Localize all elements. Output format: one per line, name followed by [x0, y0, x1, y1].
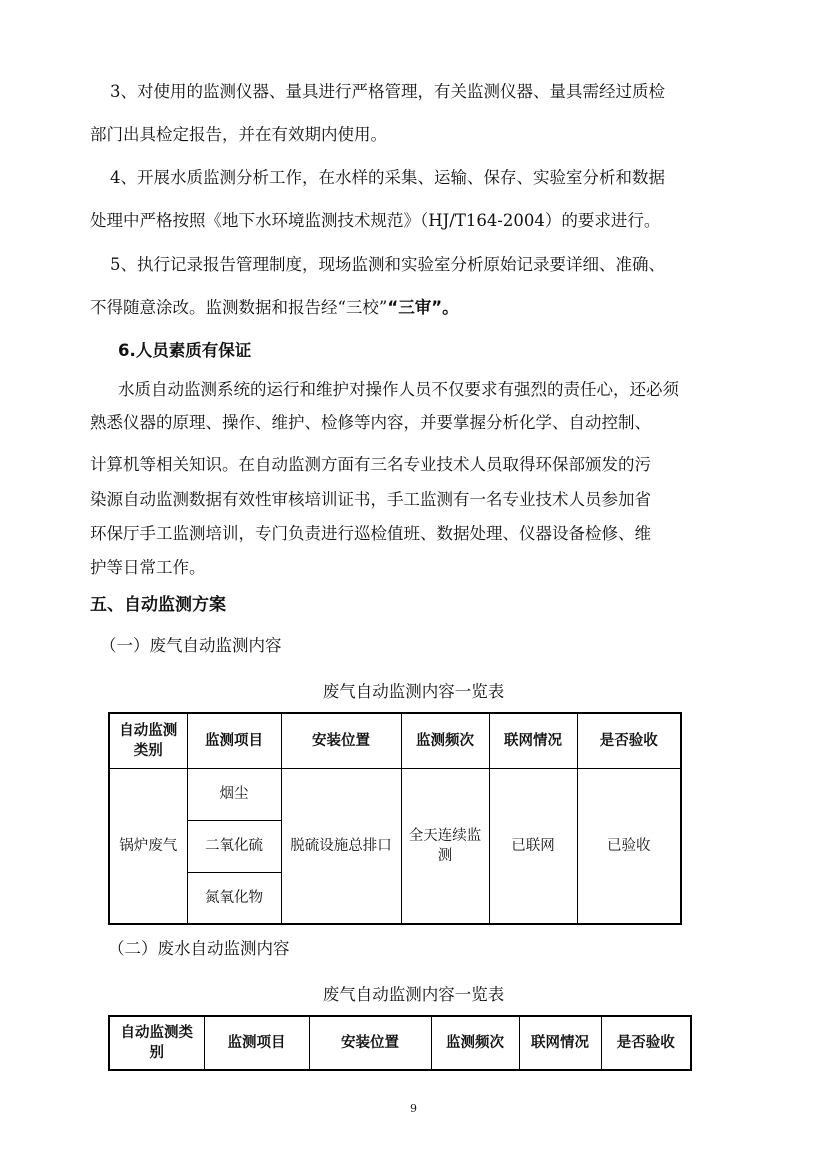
page-number: 9 — [410, 1102, 417, 1115]
table2-header-category: 自动监测类别 — [109, 1016, 204, 1070]
table2-caption: 废气自动监测内容一览表 — [322, 985, 505, 1004]
table1-header-item: 监测项目 — [187, 713, 281, 768]
section5-heading: 五、自动监测方案 — [90, 595, 226, 615]
table1-header-network: 联网情况 — [489, 713, 577, 768]
item3-line1: 3、对使用的监测仪器、量具进行严格管理，有关监测仪器、量具需经过质检 — [110, 82, 665, 101]
table1-category: 锅炉废气 — [109, 768, 187, 924]
item5-line2-text: 不得随意涂改。监测数据和报告经“三校” — [90, 298, 388, 317]
table1-header-category: 自动监测类别 — [109, 713, 187, 768]
sub2-heading: （二）废水自动监测内容 — [108, 939, 290, 958]
table1-header-location: 安装位置 — [281, 713, 401, 768]
table1-caption: 废气自动监测内容一览表 — [322, 682, 505, 701]
item5-line2-bold: “三审”。 — [387, 298, 459, 317]
section6-line-6: 护等日常工作。 — [90, 558, 206, 577]
table2-header-network: 联网情况 — [519, 1016, 601, 1070]
table1-item-2: 二氧化硫 — [187, 820, 281, 872]
table1-accepted: 已验收 — [577, 768, 681, 924]
item5-line1: 5、执行记录报告管理制度，现场监测和实验室分析原始记录要详细、准确、 — [110, 255, 665, 274]
table1-item-1: 烟尘 — [187, 768, 281, 820]
table1 — [108, 712, 682, 925]
table1-frequency: 全天连续监测 — [401, 768, 489, 924]
table2-header-frequency: 监测频次 — [431, 1016, 519, 1070]
section6-heading: 6.人员素质有保证 — [118, 341, 252, 360]
table1-item-3: 氮氧化物 — [187, 872, 281, 924]
section6-line-4: 染源自动监测数据有效性审核培训证书，手工监测有一名专业技术人员参加省 — [90, 490, 651, 509]
table1-header-accepted: 是否验收 — [577, 713, 681, 768]
table1-network: 已联网 — [489, 768, 577, 924]
sub1-heading: （一）废气自动监测内容 — [100, 636, 282, 655]
section6-line-1: 水质自动监测系统的运行和维护对操作人员不仅要求有强烈的责任心，还必须 — [118, 380, 679, 399]
section6-line-5: 环保厅手工监测培训，专门负责进行巡检值班、数据处理、仪器设备检修、维 — [90, 524, 651, 543]
table2-header-accepted: 是否验收 — [601, 1016, 691, 1070]
item3-line2: 部门出具检定报告，并在有效期内使用。 — [90, 125, 387, 144]
section6-line-2: 熟悉仪器的原理、操作、维护、检修等内容，并要掌握分析化学、自动控制、 — [90, 413, 651, 432]
table1-location: 脱硫设施总排口 — [281, 768, 401, 924]
table2-header-item: 监测项目 — [204, 1016, 309, 1070]
section6-line-3: 计算机等相关知识。在自动监测方面有三名专业技术人员取得环保部颁发的污 — [90, 455, 651, 474]
table1-header-frequency: 监测频次 — [401, 713, 489, 768]
item4-line1: 4、开展水质监测分析工作，在水样的采集、运输、保存、实验室分析和数据 — [110, 168, 665, 187]
table2-header-location: 安装位置 — [309, 1016, 431, 1070]
item5-line2 — [90, 297, 459, 319]
table2 — [108, 1015, 692, 1071]
item4-line2: 处理中严格按照《地下水环境监测技术规范》（HJ/T164-2004）的要求进行。 — [90, 211, 661, 230]
